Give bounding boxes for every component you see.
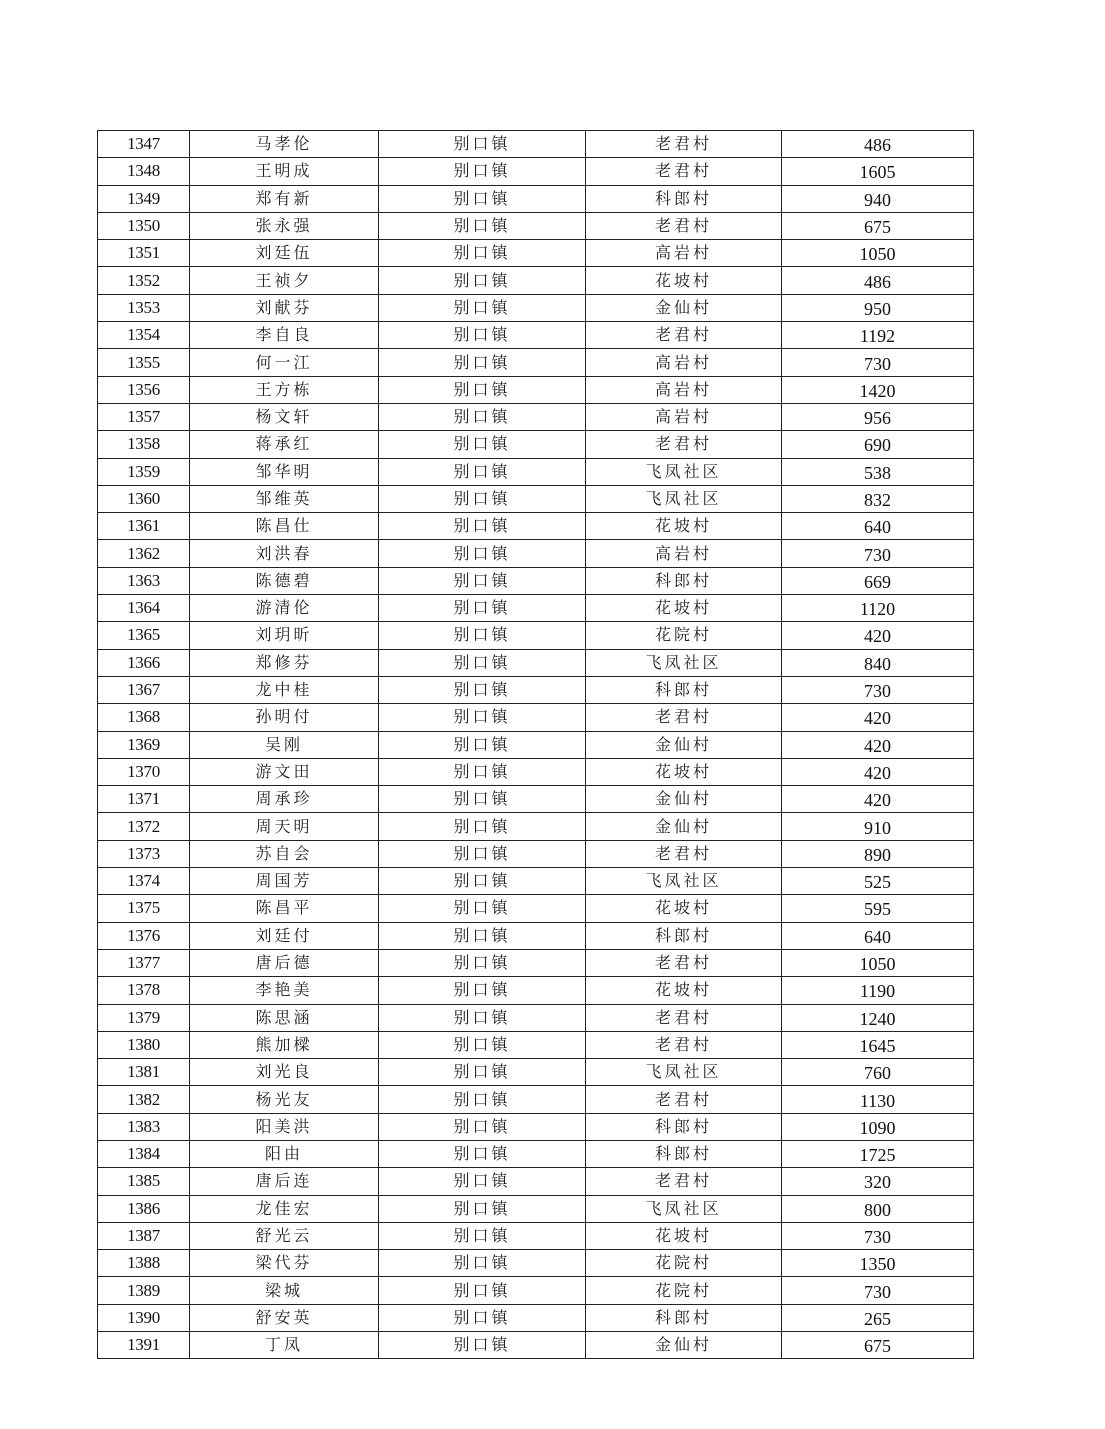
- cell-village: 花坡村: [586, 895, 782, 922]
- cell-village: 老君村: [586, 212, 782, 239]
- cell-amount: 730: [782, 1222, 974, 1249]
- cell-name: 熊加樑: [190, 1031, 379, 1058]
- cell-serial-number: 1368: [98, 704, 190, 731]
- table-row: [98, 868, 974, 895]
- table-row: [98, 1004, 974, 1031]
- table-row: [98, 431, 974, 458]
- cell-town: 别口镇: [379, 403, 586, 430]
- cell-town: 别口镇: [379, 1250, 586, 1277]
- cell-town: 别口镇: [379, 595, 586, 622]
- table-row: [98, 1195, 974, 1222]
- cell-village: 老君村: [586, 158, 782, 185]
- cell-name: 蒋承红: [190, 431, 379, 458]
- cell-amount: 832: [782, 485, 974, 512]
- cell-serial-number: 1351: [98, 240, 190, 267]
- cell-town: 别口镇: [379, 813, 586, 840]
- cell-town: 别口镇: [379, 895, 586, 922]
- cell-village: 飞凤社区: [586, 868, 782, 895]
- cell-serial-number: 1348: [98, 158, 190, 185]
- table-row: [98, 513, 974, 540]
- cell-town: 别口镇: [379, 1086, 586, 1113]
- table-row: [98, 322, 974, 349]
- table-row: [98, 349, 974, 376]
- cell-name: 刘洪春: [190, 540, 379, 567]
- table-row: [98, 813, 974, 840]
- cell-name: 杨文轩: [190, 403, 379, 430]
- cell-name: 阳美洪: [190, 1113, 379, 1140]
- cell-amount: 760: [782, 1059, 974, 1086]
- cell-amount: 1420: [782, 376, 974, 403]
- cell-amount: 730: [782, 349, 974, 376]
- cell-village: 老君村: [586, 322, 782, 349]
- cell-serial-number: 1376: [98, 922, 190, 949]
- cell-town: 别口镇: [379, 1113, 586, 1140]
- table-row: [98, 1059, 974, 1086]
- cell-name: 王明成: [190, 158, 379, 185]
- cell-town: 别口镇: [379, 376, 586, 403]
- table-row: [98, 1250, 974, 1277]
- cell-amount: 640: [782, 922, 974, 949]
- cell-amount: 910: [782, 813, 974, 840]
- cell-serial-number: 1366: [98, 649, 190, 676]
- cell-village: 老君村: [586, 840, 782, 867]
- table-row: [98, 267, 974, 294]
- cell-serial-number: 1378: [98, 977, 190, 1004]
- cell-serial-number: 1387: [98, 1222, 190, 1249]
- cell-town: 别口镇: [379, 676, 586, 703]
- cell-serial-number: 1374: [98, 868, 190, 895]
- cell-name: 刘光良: [190, 1059, 379, 1086]
- cell-village: 花院村: [586, 622, 782, 649]
- cell-town: 别口镇: [379, 513, 586, 540]
- cell-amount: 538: [782, 458, 974, 485]
- cell-serial-number: 1347: [98, 131, 190, 158]
- cell-serial-number: 1353: [98, 294, 190, 321]
- cell-village: 高岩村: [586, 376, 782, 403]
- cell-name: 丁凤: [190, 1332, 379, 1359]
- cell-village: 老君村: [586, 1168, 782, 1195]
- cell-village: 金仙村: [586, 786, 782, 813]
- cell-name: 阳由: [190, 1140, 379, 1167]
- cell-amount: 486: [782, 267, 974, 294]
- cell-town: 别口镇: [379, 840, 586, 867]
- cell-amount: 525: [782, 868, 974, 895]
- cell-serial-number: 1389: [98, 1277, 190, 1304]
- cell-town: 别口镇: [379, 1004, 586, 1031]
- cell-serial-number: 1369: [98, 731, 190, 758]
- cell-amount: 690: [782, 431, 974, 458]
- cell-name: 何一江: [190, 349, 379, 376]
- cell-village: 高岩村: [586, 349, 782, 376]
- cell-town: 别口镇: [379, 786, 586, 813]
- cell-amount: 420: [782, 758, 974, 785]
- cell-town: 别口镇: [379, 1031, 586, 1058]
- cell-amount: 265: [782, 1304, 974, 1331]
- cell-serial-number: 1361: [98, 513, 190, 540]
- cell-name: 游清伦: [190, 595, 379, 622]
- cell-name: 周承珍: [190, 786, 379, 813]
- cell-village: 老君村: [586, 704, 782, 731]
- cell-serial-number: 1379: [98, 1004, 190, 1031]
- cell-village: 花坡村: [586, 513, 782, 540]
- cell-serial-number: 1372: [98, 813, 190, 840]
- table-row: [98, 786, 974, 813]
- cell-town: 别口镇: [379, 567, 586, 594]
- cell-village: 科郎村: [586, 185, 782, 212]
- cell-town: 别口镇: [379, 1140, 586, 1167]
- data-table: [97, 130, 974, 1359]
- cell-serial-number: 1388: [98, 1250, 190, 1277]
- cell-town: 别口镇: [379, 1304, 586, 1331]
- cell-town: 别口镇: [379, 622, 586, 649]
- cell-name: 刘廷伍: [190, 240, 379, 267]
- cell-name: 唐后连: [190, 1168, 379, 1195]
- cell-village: 科郎村: [586, 1140, 782, 1167]
- cell-name: 王祯夕: [190, 267, 379, 294]
- cell-name: 龙佳宏: [190, 1195, 379, 1222]
- cell-amount: 1240: [782, 1004, 974, 1031]
- table-row: [98, 212, 974, 239]
- cell-name: 刘廷付: [190, 922, 379, 949]
- cell-village: 老君村: [586, 1004, 782, 1031]
- cell-serial-number: 1360: [98, 485, 190, 512]
- cell-town: 别口镇: [379, 1168, 586, 1195]
- cell-village: 科郎村: [586, 676, 782, 703]
- cell-serial-number: 1350: [98, 212, 190, 239]
- cell-village: 科郎村: [586, 1113, 782, 1140]
- cell-amount: 1050: [782, 240, 974, 267]
- cell-amount: 890: [782, 840, 974, 867]
- cell-town: 别口镇: [379, 485, 586, 512]
- cell-amount: 730: [782, 676, 974, 703]
- table-row: [98, 704, 974, 731]
- cell-serial-number: 1373: [98, 840, 190, 867]
- cell-name: 李艳美: [190, 977, 379, 1004]
- table-row: [98, 622, 974, 649]
- cell-amount: 675: [782, 1332, 974, 1359]
- cell-name: 刘玥昕: [190, 622, 379, 649]
- cell-name: 舒安英: [190, 1304, 379, 1331]
- table-row: [98, 185, 974, 212]
- cell-village: 飞凤社区: [586, 1059, 782, 1086]
- cell-amount: 320: [782, 1168, 974, 1195]
- cell-name: 周国芳: [190, 868, 379, 895]
- table-row: [98, 1222, 974, 1249]
- cell-name: 孙明付: [190, 704, 379, 731]
- cell-amount: 486: [782, 131, 974, 158]
- cell-town: 别口镇: [379, 731, 586, 758]
- cell-town: 别口镇: [379, 922, 586, 949]
- cell-town: 别口镇: [379, 1222, 586, 1249]
- cell-village: 花坡村: [586, 977, 782, 1004]
- cell-amount: 1130: [782, 1086, 974, 1113]
- cell-serial-number: 1377: [98, 949, 190, 976]
- cell-village: 花院村: [586, 1250, 782, 1277]
- cell-amount: 1190: [782, 977, 974, 1004]
- cell-serial-number: 1371: [98, 786, 190, 813]
- cell-serial-number: 1356: [98, 376, 190, 403]
- cell-serial-number: 1357: [98, 403, 190, 430]
- cell-name: 李自良: [190, 322, 379, 349]
- cell-amount: 1350: [782, 1250, 974, 1277]
- table-row: [98, 1277, 974, 1304]
- cell-village: 飞凤社区: [586, 458, 782, 485]
- cell-serial-number: 1364: [98, 595, 190, 622]
- cell-town: 别口镇: [379, 131, 586, 158]
- table-row: [98, 840, 974, 867]
- cell-name: 舒光云: [190, 1222, 379, 1249]
- cell-serial-number: 1358: [98, 431, 190, 458]
- cell-amount: 595: [782, 895, 974, 922]
- cell-village: 金仙村: [586, 731, 782, 758]
- table-row: [98, 676, 974, 703]
- cell-name: 邹维英: [190, 485, 379, 512]
- cell-town: 别口镇: [379, 949, 586, 976]
- cell-amount: 640: [782, 513, 974, 540]
- cell-town: 别口镇: [379, 649, 586, 676]
- cell-name: 陈德碧: [190, 567, 379, 594]
- cell-serial-number: 1385: [98, 1168, 190, 1195]
- cell-town: 别口镇: [379, 458, 586, 485]
- cell-amount: 1090: [782, 1113, 974, 1140]
- cell-village: 老君村: [586, 949, 782, 976]
- cell-village: 花坡村: [586, 595, 782, 622]
- table-row: [98, 1168, 974, 1195]
- cell-town: 别口镇: [379, 540, 586, 567]
- cell-name: 马孝伦: [190, 131, 379, 158]
- cell-amount: 1645: [782, 1031, 974, 1058]
- cell-village: 金仙村: [586, 813, 782, 840]
- table-row: [98, 595, 974, 622]
- cell-town: 别口镇: [379, 868, 586, 895]
- table-row: [98, 1031, 974, 1058]
- cell-town: 别口镇: [379, 977, 586, 1004]
- cell-village: 科郎村: [586, 922, 782, 949]
- cell-town: 别口镇: [379, 1277, 586, 1304]
- cell-serial-number: 1391: [98, 1332, 190, 1359]
- cell-serial-number: 1383: [98, 1113, 190, 1140]
- cell-serial-number: 1380: [98, 1031, 190, 1058]
- cell-amount: 1050: [782, 949, 974, 976]
- cell-name: 郑有新: [190, 185, 379, 212]
- cell-village: 高岩村: [586, 403, 782, 430]
- table-row: [98, 649, 974, 676]
- cell-amount: 420: [782, 704, 974, 731]
- table-row: [98, 403, 974, 430]
- document-sheet: [97, 130, 973, 1359]
- cell-serial-number: 1359: [98, 458, 190, 485]
- cell-name: 邹华明: [190, 458, 379, 485]
- cell-amount: 956: [782, 403, 974, 430]
- cell-village: 花坡村: [586, 1222, 782, 1249]
- cell-village: 花坡村: [586, 758, 782, 785]
- cell-amount: 1120: [782, 595, 974, 622]
- cell-serial-number: 1365: [98, 622, 190, 649]
- cell-village: 老君村: [586, 1031, 782, 1058]
- cell-serial-number: 1386: [98, 1195, 190, 1222]
- cell-village: 老君村: [586, 1086, 782, 1113]
- cell-amount: 420: [782, 786, 974, 813]
- table-row: [98, 1332, 974, 1359]
- cell-name: 龙中桂: [190, 676, 379, 703]
- cell-serial-number: 1375: [98, 895, 190, 922]
- cell-serial-number: 1367: [98, 676, 190, 703]
- cell-serial-number: 1382: [98, 1086, 190, 1113]
- table-row: [98, 731, 974, 758]
- cell-town: 别口镇: [379, 1195, 586, 1222]
- cell-name: 王方栋: [190, 376, 379, 403]
- table-row: [98, 131, 974, 158]
- cell-village: 飞凤社区: [586, 485, 782, 512]
- table-row: [98, 376, 974, 403]
- cell-amount: 940: [782, 185, 974, 212]
- cell-name: 杨光友: [190, 1086, 379, 1113]
- cell-serial-number: 1370: [98, 758, 190, 785]
- cell-village: 金仙村: [586, 1332, 782, 1359]
- cell-amount: 420: [782, 731, 974, 758]
- cell-name: 陈昌仕: [190, 513, 379, 540]
- cell-amount: 950: [782, 294, 974, 321]
- cell-village: 金仙村: [586, 294, 782, 321]
- cell-town: 别口镇: [379, 185, 586, 212]
- cell-town: 别口镇: [379, 1332, 586, 1359]
- cell-town: 别口镇: [379, 212, 586, 239]
- cell-name: 陈昌平: [190, 895, 379, 922]
- table-row: [98, 1140, 974, 1167]
- cell-amount: 1605: [782, 158, 974, 185]
- cell-amount: 1725: [782, 1140, 974, 1167]
- cell-village: 科郎村: [586, 567, 782, 594]
- cell-name: 周天明: [190, 813, 379, 840]
- cell-amount: 675: [782, 212, 974, 239]
- cell-serial-number: 1354: [98, 322, 190, 349]
- cell-town: 别口镇: [379, 240, 586, 267]
- cell-village: 老君村: [586, 431, 782, 458]
- cell-village: 飞凤社区: [586, 1195, 782, 1222]
- cell-town: 别口镇: [379, 1059, 586, 1086]
- table-row: [98, 949, 974, 976]
- cell-town: 别口镇: [379, 158, 586, 185]
- cell-village: 飞凤社区: [586, 649, 782, 676]
- cell-serial-number: 1363: [98, 567, 190, 594]
- cell-serial-number: 1349: [98, 185, 190, 212]
- table-row: [98, 567, 974, 594]
- cell-name: 梁城: [190, 1277, 379, 1304]
- cell-serial-number: 1362: [98, 540, 190, 567]
- cell-town: 别口镇: [379, 267, 586, 294]
- table-body: [98, 131, 974, 1359]
- table-row: [98, 540, 974, 567]
- cell-amount: 800: [782, 1195, 974, 1222]
- cell-amount: 730: [782, 540, 974, 567]
- cell-amount: 730: [782, 1277, 974, 1304]
- cell-town: 别口镇: [379, 322, 586, 349]
- cell-amount: 840: [782, 649, 974, 676]
- table-row: [98, 240, 974, 267]
- cell-village: 高岩村: [586, 540, 782, 567]
- cell-village: 老君村: [586, 131, 782, 158]
- cell-serial-number: 1390: [98, 1304, 190, 1331]
- cell-name: 张永强: [190, 212, 379, 239]
- cell-town: 别口镇: [379, 758, 586, 785]
- cell-amount: 1192: [782, 322, 974, 349]
- cell-name: 刘献芬: [190, 294, 379, 321]
- cell-serial-number: 1352: [98, 267, 190, 294]
- cell-serial-number: 1381: [98, 1059, 190, 1086]
- table-row: [98, 1086, 974, 1113]
- cell-amount: 420: [782, 622, 974, 649]
- cell-name: 郑修芬: [190, 649, 379, 676]
- table-row: [98, 485, 974, 512]
- cell-village: 科郎村: [586, 1304, 782, 1331]
- table-row: [98, 758, 974, 785]
- table-row: [98, 1113, 974, 1140]
- cell-village: 花院村: [586, 1277, 782, 1304]
- cell-serial-number: 1355: [98, 349, 190, 376]
- cell-name: 游文田: [190, 758, 379, 785]
- cell-amount: 669: [782, 567, 974, 594]
- cell-name: 唐后德: [190, 949, 379, 976]
- cell-name: 吴刚: [190, 731, 379, 758]
- cell-town: 别口镇: [379, 349, 586, 376]
- table-row: [98, 895, 974, 922]
- table-row: [98, 1304, 974, 1331]
- table-row: [98, 158, 974, 185]
- table-row: [98, 458, 974, 485]
- cell-town: 别口镇: [379, 704, 586, 731]
- cell-town: 别口镇: [379, 431, 586, 458]
- cell-village: 高岩村: [586, 240, 782, 267]
- cell-town: 别口镇: [379, 294, 586, 321]
- table-row: [98, 922, 974, 949]
- cell-village: 花坡村: [586, 267, 782, 294]
- cell-name: 陈思涵: [190, 1004, 379, 1031]
- table-row: [98, 977, 974, 1004]
- cell-serial-number: 1384: [98, 1140, 190, 1167]
- table-row: [98, 294, 974, 321]
- cell-name: 梁代芬: [190, 1250, 379, 1277]
- cell-name: 苏自会: [190, 840, 379, 867]
